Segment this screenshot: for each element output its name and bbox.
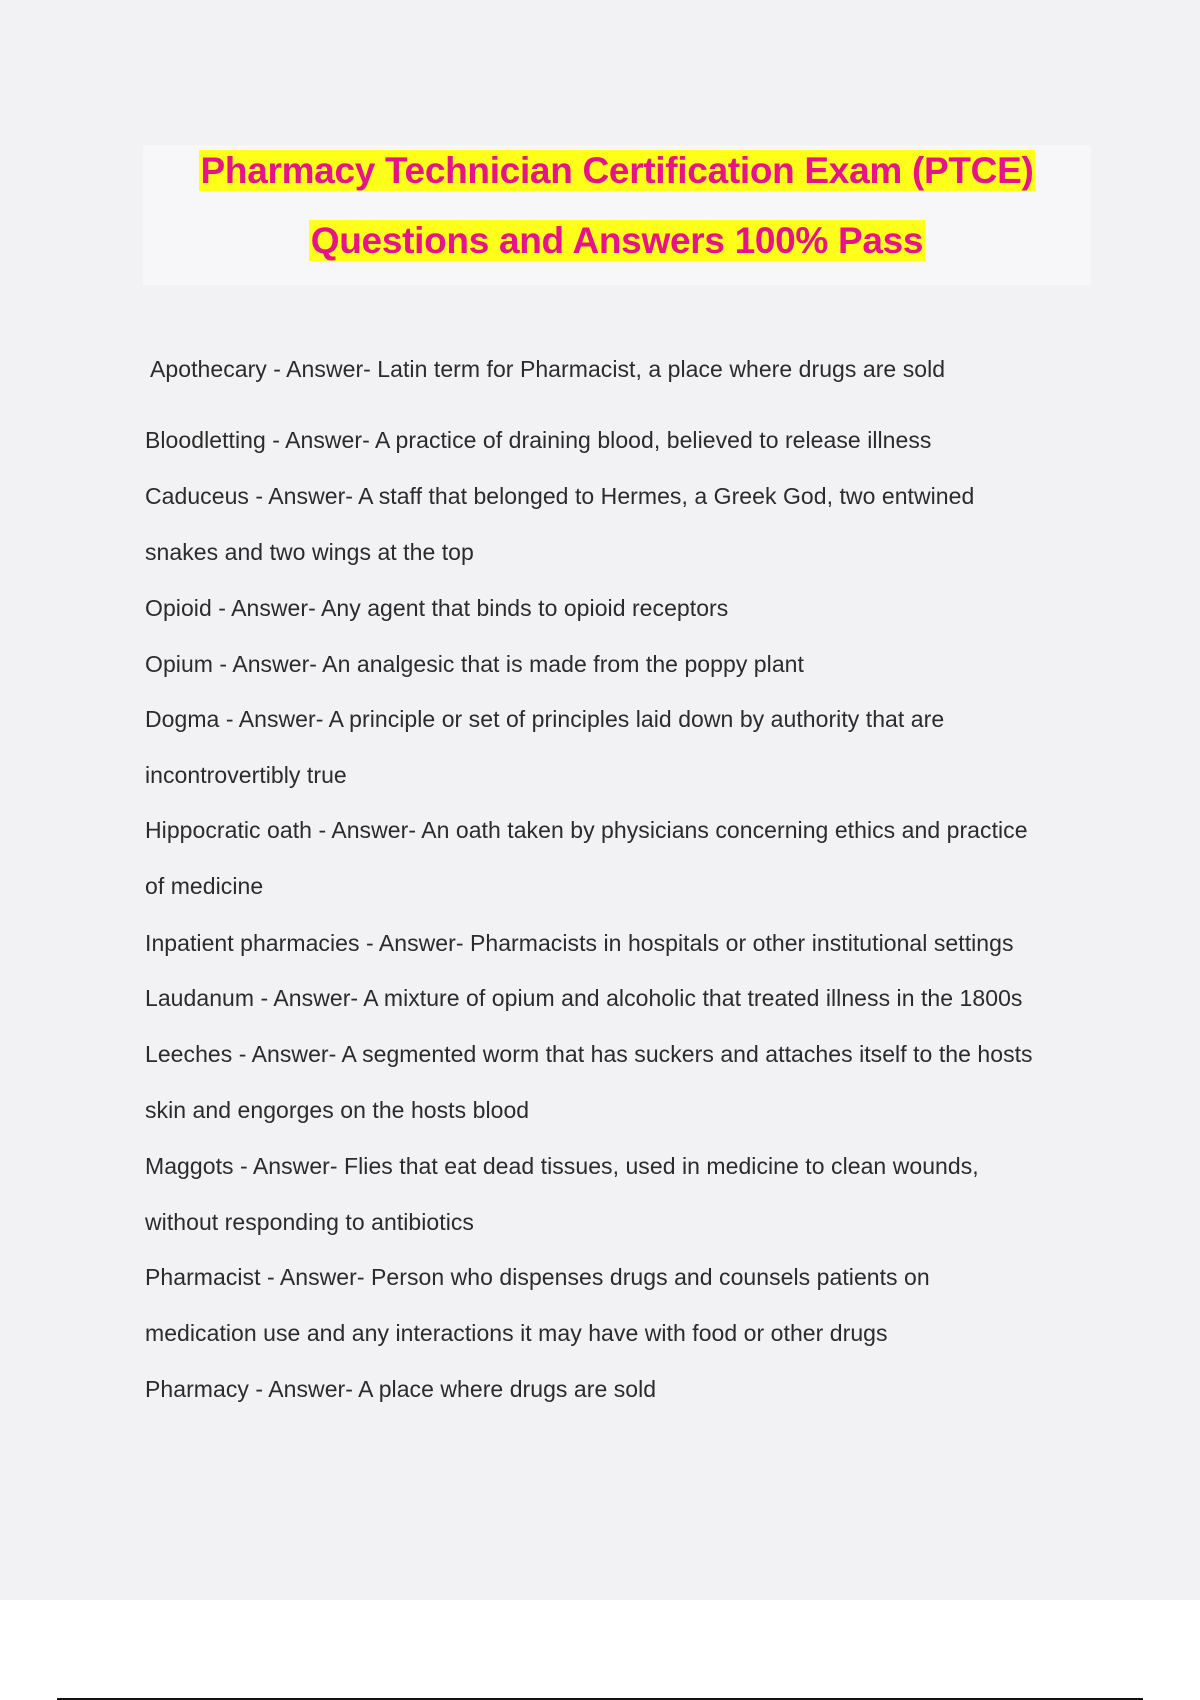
qa-entry-line: Laudanum - Answer- A mixture of opium and alcoholic that treated illness in the 1800s [145,985,1023,1011]
qa-entry-line: incontrovertibly true [145,762,347,788]
title-line-1: Pharmacy Technician Certification Exam (PTCE) [200,150,1034,191]
qa-entry-line: Opium - Answer- An analgesic that is made from the poppy plant [145,651,804,677]
qa-entry-line: Pharmacy - Answer- A place where drugs are sold [145,1376,657,1402]
qa-entry-line: snakes and two wings at the top [145,539,474,565]
qa-entry [145,1361,1085,1417]
qa-entry-line: without responding to antibiotics [145,1209,474,1235]
qa-entry-line: skin and engorges on the hosts blood [145,1097,530,1123]
qa-entry [145,802,1085,914]
qa-entry [145,636,1085,692]
qa-entry [145,970,1085,1026]
qa-entry-line: Apothecary - Answer- Latin term for Pharmacist, a place where drugs are sold [150,356,946,382]
qa-entry [145,1138,1085,1250]
qa-entry [150,341,1090,397]
qa-entry [145,1026,1085,1138]
qa-entry-line: Dogma - Answer- A principle or set of principles laid down by authority that are [145,706,945,732]
qa-entry-line: medication use and any interactions it may have with food or other drugs [145,1320,888,1346]
qa-entry-line: Leeches - Answer- A segmented worm that has suckers and attaches itself to the hosts [145,1041,1033,1067]
qa-entry-line: Opioid - Answer- Any agent that binds to opioid receptors [145,595,729,621]
qa-entry-line: Inpatient pharmacies - Answer- Pharmacists in hospitals or other institutional settings [145,930,1014,956]
qa-entry-line: of medicine [145,873,264,899]
qa-entry [145,1249,1085,1361]
qa-entry [145,691,1085,803]
qa-entry [145,915,1085,971]
qa-entry-line: Hippocratic oath - Answer- An oath taken by physicians concerning ethics and practice [145,817,1028,843]
qa-entry [145,468,1085,580]
qa-entry-line: Pharmacist - Answer- Person who dispenses drugs and counsels patients on [145,1264,930,1290]
qa-entry-line: Maggots - Answer- Flies that eat dead tissues, used in medicine to clean wounds, [145,1153,979,1179]
title-line-2: Questions and Answers 100% Pass [310,220,924,261]
document-title [143,145,1091,285]
qa-entry-line: Caduceus - Answer- A staff that belonged to Hermes, a Greek God, two entwined [145,483,975,509]
qa-entry [145,412,1085,468]
qa-entry-line: Bloodletting - Answer- A practice of draining blood, believed to release illness [145,427,932,453]
qa-entry [145,580,1085,636]
